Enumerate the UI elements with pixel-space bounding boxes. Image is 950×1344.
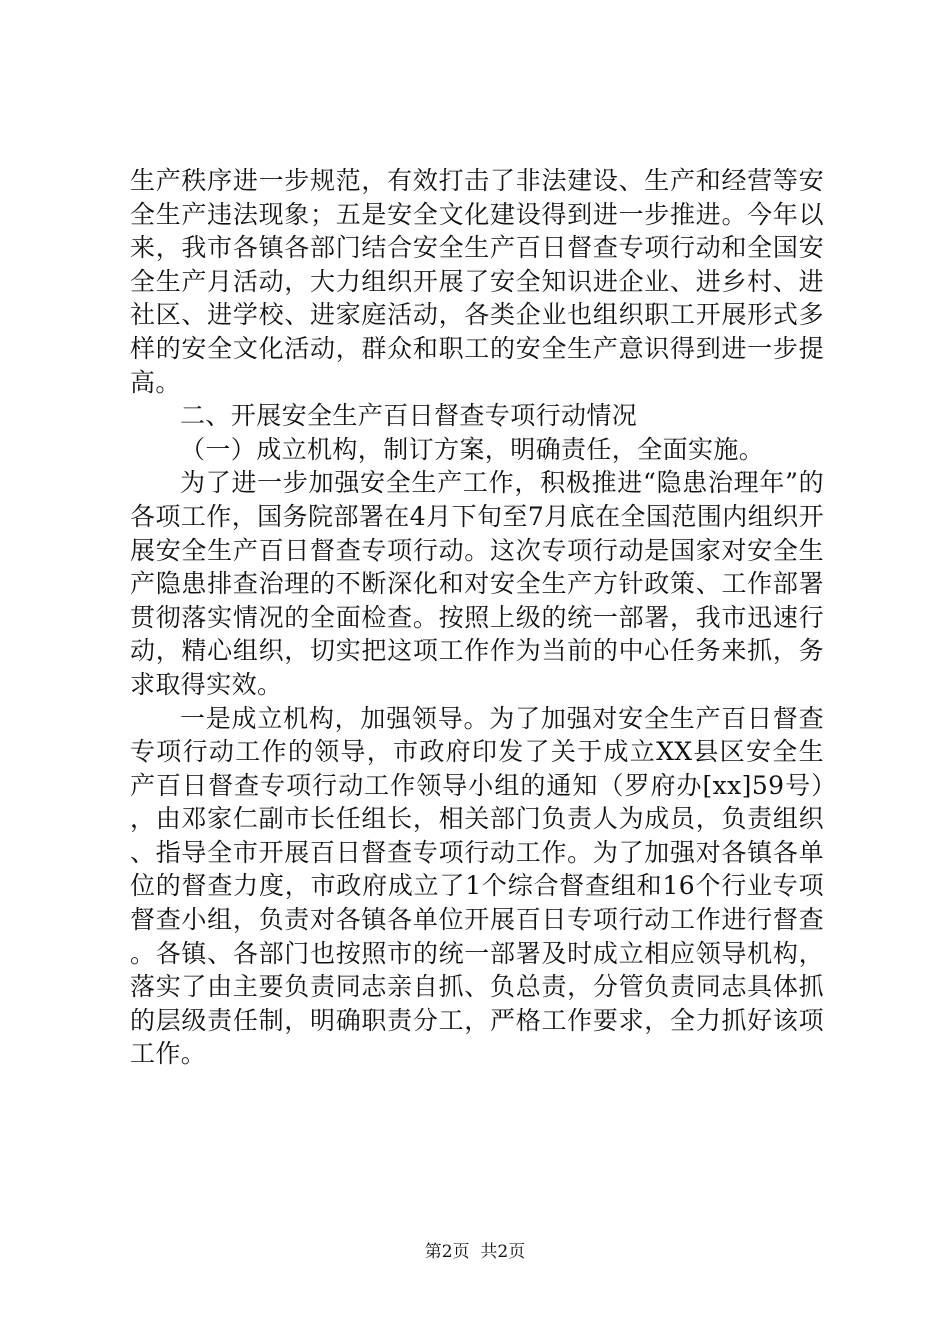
page-footer: 第2页 共2页: [424, 1242, 526, 1262]
subsection-heading: （一）成立机构，制订方案，明确责任，全面实施。: [180, 434, 765, 464]
paragraph-2: 为了进一步加强安全生产工作，积极推进“隐患治理年”的各项工作，国务院部署在4月下旬至7月底在全国范围内组织开展安全生产百日督查专项行动。这次专项行动是国家对安全生产隐患排查治理的不断深化和对安全生产方针政策、工作部署贯彻落实情况的全面检查。按照上级的统一部署，我市迅速行动，精心组织，切实把这项工作作为当前的中心任务来抓，务求取得实效。: [130, 468, 824, 699]
paragraph-1: 生产秩序进一步规范，有效打击了非法建设、生产和经营等安全生产违法现象；五是安全文化建设得到进一步推进。今年以来，我市各镇各部门结合安全生产百日督查专项行动和全国安全生产月活动，大力组织开展了安全知识进企业、进乡村、进社区、进学校、进家庭活动，各类企业也组织职工开展形式多样的安全文化活动，群众和职工的安全生产意识得到进一步提高。: [130, 166, 824, 397]
section-heading: 二、开展安全生产百日督查专项行动情况: [180, 401, 638, 431]
document-body: [130, 164, 824, 1071]
paragraph-3: 一是成立机构，加强领导。为了加强对安全生产百日督查专项行动工作的领导，市政府印发了关于成立XX县区安全生产百日督查专项行动工作领导小组的通知（罗府办[xx]59号），由邓家仁副市长任组长，相关部门负责人为成员，负责组织、指导全市开展百日督查专项行动工作。为了加强对各镇各单位的督查力度，市政府成立了1个综合督查组和16个行业专项督查小组，负责对各镇各单位开展百日专项行动工作进行督查。各镇、各部门也按照市的统一部署及时成立相应领导机构，落实了由主要负责同志亲自抓、负总责，分管负责同志具体抓的层级责任制，明确职责分工，严格工作要求，全力抓好该项工作。: [130, 703, 824, 1069]
